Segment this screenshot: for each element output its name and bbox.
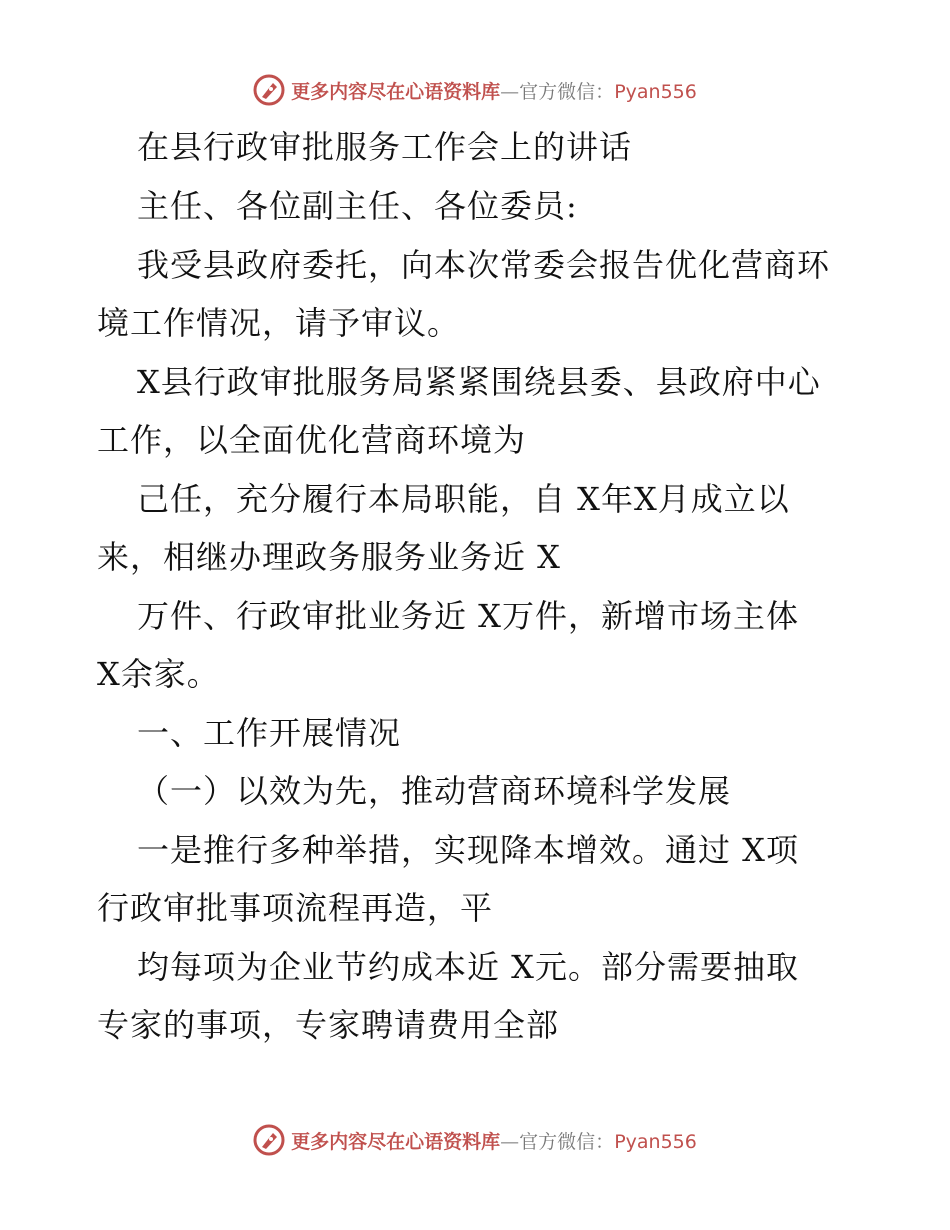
paragraph-line: X县行政审批服务局紧紧围绕县委、县政府中心 (137, 363, 821, 401)
paragraph-line: 境工作情况，请予审议。 (97, 304, 461, 342)
paragraph-line: 万件、行政审批业务近 X万件，新增市场主体 (137, 597, 799, 635)
paragraph-line: 行政审批事项流程再造，平 (97, 889, 494, 927)
watermark-wechat-label: 官方微信： (519, 1130, 615, 1153)
subsection-heading: （一）以效为先，推动营商环境科学发展 (137, 772, 732, 810)
watermark-separator: — (500, 1130, 520, 1153)
watermark-text (291, 1127, 697, 1154)
paragraph-line: 我受县政府委托，向本次常委会报告优化营商环 (137, 246, 831, 284)
watermark-wechat-handle: Pyan556 (614, 80, 697, 103)
watermark-wechat-label: 官方微信： (519, 80, 615, 103)
paragraph-line: 来，相继办理政务服务业务近 X (97, 538, 561, 576)
paragraph-line: 工作，以全面优化营商环境为 (97, 421, 527, 459)
paragraph-line: 己任，充分履行本局职能，自 X年X月成立以 (137, 480, 790, 518)
paragraph-line: X余家。 (97, 655, 220, 693)
watermark-main-text: 更多内容尽在心语资料库 (291, 80, 501, 103)
section-heading: 一、工作开展情况 (137, 714, 402, 752)
header-watermark-banner (0, 70, 950, 110)
watermark-text (291, 77, 697, 104)
document-title: 在县行政审批服务工作会上的讲话 (137, 128, 633, 166)
watermark-main-text: 更多内容尽在心语资料库 (291, 1130, 501, 1153)
salutation: 主任、各位副主任、各位委员: (137, 187, 578, 225)
watermark-wechat-handle: Pyan556 (614, 1130, 697, 1153)
pen-nib-logo-icon (253, 1124, 285, 1156)
watermark-separator: — (500, 80, 520, 103)
paragraph-line: 均每项为企业节约成本近 X元。部分需要抽取 (137, 948, 799, 986)
pen-nib-logo-icon (253, 74, 285, 106)
footer-watermark-banner (0, 1120, 950, 1160)
paragraph-line: 专家的事项，专家聘请费用全部 (97, 1006, 560, 1044)
paragraph-line: 一是推行多种举措，实现降本增效。通过 X项 (137, 831, 799, 869)
